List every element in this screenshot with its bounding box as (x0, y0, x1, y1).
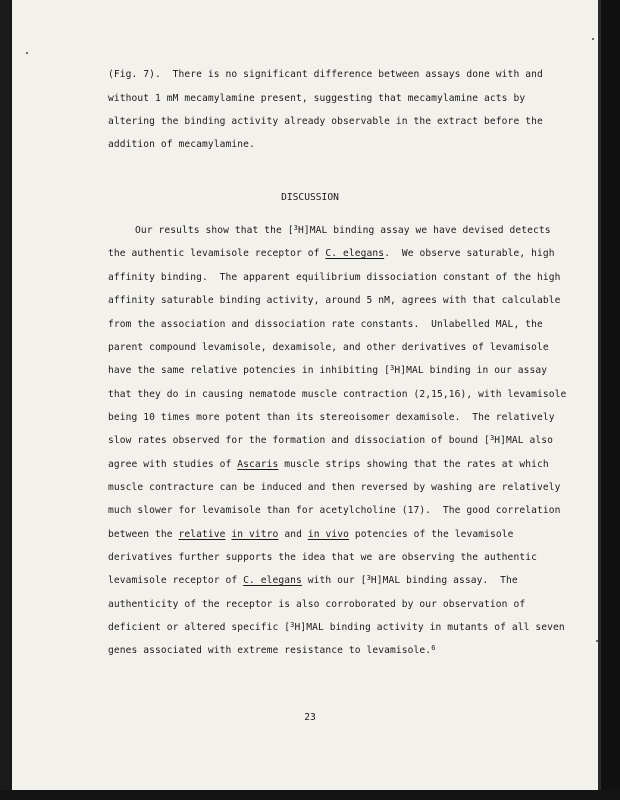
text-fragment: levamisole receptor of (108, 575, 244, 586)
scan-border-bottom (0, 790, 620, 800)
text-line: parent compound levamisole, dexamisole, and other derivatives of levamisole (108, 342, 549, 353)
text-fragment: in vivo (307, 529, 349, 540)
text-fragment: H]MAL binding activity in mutants of all seven (294, 622, 565, 633)
text-fragment: in vitro (231, 529, 279, 540)
text-fragment: 3 (489, 434, 495, 442)
text-line (108, 644, 436, 658)
text-fragment: H]MAL binding assay. The (370, 575, 518, 586)
species-name: C. elegans (243, 575, 302, 586)
text-fragment: H]MAL binding in our assay (394, 365, 548, 376)
text-line (135, 224, 551, 238)
footnote-ref: 6 (431, 644, 436, 652)
intro-paragraph (108, 68, 560, 150)
text-line (108, 574, 518, 588)
text-fragment: 3 (366, 574, 371, 582)
scan-speck (592, 38, 594, 40)
text-line: from the association and dissociation rate constants. Unlabelled MAL, the (108, 319, 543, 330)
text-fragment: H]MAL also (494, 435, 554, 446)
text-fragment: have the same relative potencies in inhibiting [ (108, 365, 391, 376)
discussion-paragraph (108, 224, 567, 656)
page-number: 23 (304, 712, 316, 723)
text-fragment: with our [ (301, 575, 367, 586)
text-line (108, 528, 514, 542)
text-line: altering the binding activity already observable in the extract before the (108, 116, 543, 127)
text-line: derivatives further supports the idea that we are observing the authentic (108, 552, 537, 563)
text-fragment: the authentic levamisole receptor of (108, 248, 326, 259)
scan-border-right (601, 0, 620, 800)
text-fragment: and (278, 529, 308, 540)
text-line: muscle contracture can be induced and then reversed by washing are relatively (108, 482, 561, 493)
text-line: much slower for levamisole than for acetylcholine (17). The good correlation (108, 505, 561, 516)
text-line: affinity binding. The apparent equilibrium dissociation constant of the high (108, 272, 561, 283)
text-fragment: 3 (293, 224, 298, 232)
text-line (108, 458, 549, 472)
text-line: being 10 times more potent than its stereoisomer dexamisole. The relatively (108, 412, 555, 423)
text-fragment: H]MAL binding assay we have devised detects (298, 225, 551, 236)
text-line: addition of mecamylamine. (108, 139, 255, 150)
text-fragment: 3 (390, 364, 395, 372)
species-name: C. elegans (325, 248, 385, 259)
scan-speck (596, 640, 598, 642)
text-line (108, 621, 565, 635)
text-fragment: between the (108, 529, 179, 540)
text-fragment: potencies of the levamisole (348, 529, 514, 540)
text-fragment: agree with studies of (108, 459, 238, 470)
text-line: affinity saturable binding activity, around 5 nM, agrees with that calculable (108, 295, 561, 306)
text-line (108, 247, 555, 261)
text-fragment: muscle strips showing that the rates at which (278, 459, 549, 470)
text-fragment: slow rates observed for the formation and dissociation of bound [ (108, 435, 490, 446)
text-fragment: Our results show that the (135, 225, 288, 236)
text-fragment: relative (178, 529, 226, 540)
text-line: that they do in causing nematode muscle contraction (2,15,16), with levamisole (108, 389, 567, 400)
text-line (108, 434, 553, 448)
text-line (108, 364, 547, 378)
text-fragment: [ (287, 225, 294, 236)
text-fragment: . We observe saturable, high (384, 248, 555, 259)
text-fragment: 3 (290, 621, 295, 629)
scan-speck (26, 52, 28, 54)
text-fragment: deficient or altered specific [ (108, 622, 291, 633)
text-line: (Fig. 7). There is no significant difference between assays done with and (108, 69, 543, 80)
text-fragment: genes associated with extreme resistance to levamisole. (108, 645, 432, 656)
text-line: authenticity of the receptor is also corroborated by our observation of (108, 599, 526, 610)
genus-name: Ascaris (237, 459, 279, 470)
text-line: without 1 mM mecamylamine present, suggesting that mecamylamine acts by (108, 93, 526, 104)
section-heading: DISCUSSION (281, 192, 339, 203)
